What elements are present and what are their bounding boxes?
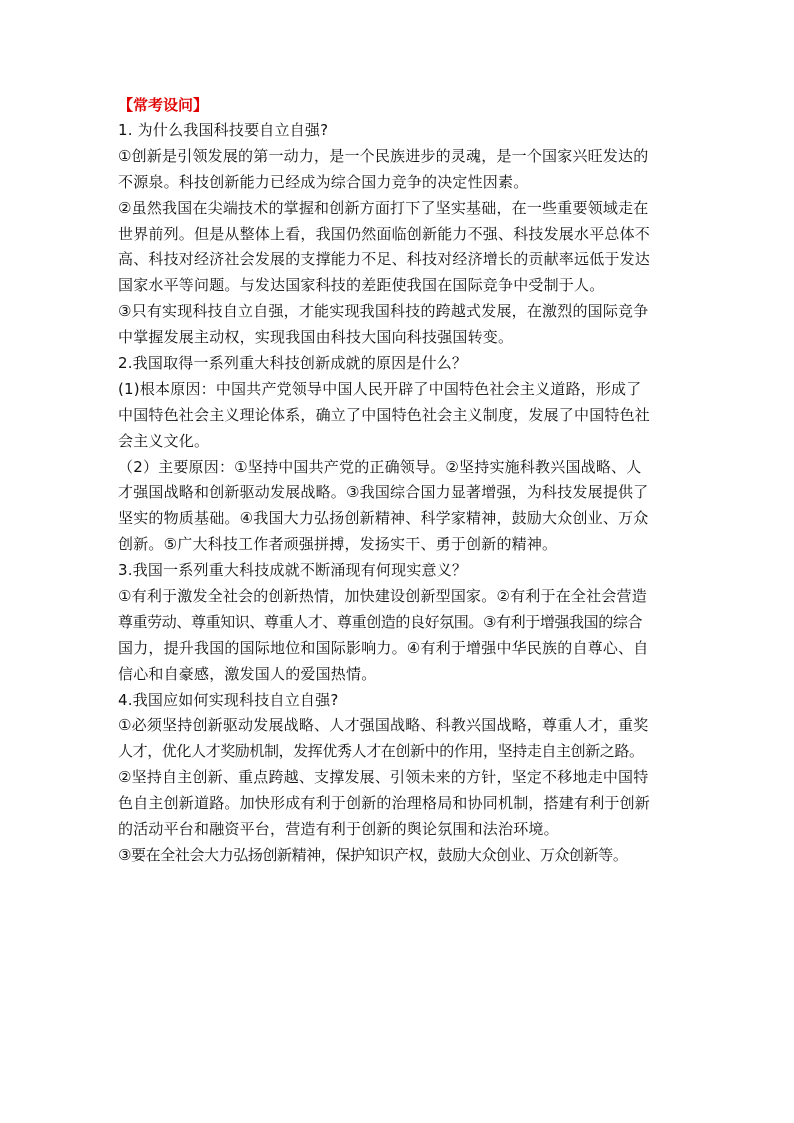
answer-line: 世界前列。但是从整体上看，我国仍然面临创新能力不强、科技发展水平总体不 [118, 224, 651, 243]
document-page [118, 92, 684, 869]
answer-line: ②坚持自主创新、重点跨越、支撑发展、引领未来的方针，坚定不移地走中国特 [118, 768, 649, 787]
answer-line: 会主义文化。 [118, 431, 210, 450]
question-1-heading: 1. 为什么我国科技要自立自强? [118, 121, 329, 139]
answer-line: 人才，优化人才奖励机制，发挥优秀人才在创新中的作用，坚持走自主创新之路。 [118, 742, 644, 761]
answer-line: 的活动平台和融资平台，营造有利于创新的舆论氛围和法治环境。 [118, 820, 559, 839]
answer-line: 坚实的物质基础。④我国大力弘扬创新精神、科学家精神，鼓励大众创业、万众 [118, 509, 649, 528]
answer-line: 中掌握发展主动权，实现我国由科技大国向科技强国转变。 [118, 328, 514, 347]
answer-line: (1)根本原因：中国共产党领导中国人民开辟了中国特色社会主义道路，形成了 [118, 379, 642, 398]
answer-line: ③只有实现科技自立自强，才能实现我国科技的跨越式发展，在激烈的国际竞争 [118, 302, 649, 321]
answer-line: 信心和自豪感，激发国人的爱国热情。 [118, 664, 377, 683]
answer-line: 中国特色社会主义理论体系，确立了中国特色社会主义制度，发展了中国特色社 [118, 405, 651, 424]
answer-line: 才强国战略和创新驱动发展战略。③我国综合国力显著增强，为科技发展提供了 [118, 483, 649, 502]
question-3-heading: 3.我国一系列重大科技成就不断涌现有何现实意义？ [118, 561, 468, 580]
answer-line: 创新。⑤广大科技工作者顽强拼搏，发扬实干、勇于创新的精神。 [118, 535, 558, 554]
answer-line: 国家水平等问题。与发达国家科技的差距使我国在国际竞争中受制于人。 [118, 276, 605, 295]
answer-line: 色自主创新道路。加快形成有利于创新的治理格局和协同机制，搭建有利于创新 [118, 794, 651, 813]
answer-line: （2）主要原因：①坚持中国共产党的正确领导。②坚持实施科教兴国战略、人 [118, 457, 642, 476]
question-2-heading: 2.我国取得一系列重大科技创新成就的原因是什么？ [118, 354, 468, 373]
answer-line: 尊重劳动、尊重知识、尊重人才、尊重创造的良好氛围。③有利于增强我国的综合 [118, 612, 643, 631]
answer-line: ①必须坚持创新驱动发展战略、人才强国战略、科教兴国战略，尊重人才，重奖 [118, 716, 649, 735]
answer-line: 不源泉。科技创新能力已经成为综合国力竞争的决定性因素。 [118, 172, 529, 191]
answer-line: ①有利于激发全社会的创新热情，加快建设创新型国家。②有利于在全社会营造 [118, 587, 647, 606]
answer-line: ①创新是引领发展的第一动力，是一个民族进步的灵魂，是一个国家兴旺发达的 [118, 146, 649, 165]
answer-line: 高、科技对经济社会发展的支撑能力不足、科技对经济增长的贡献率远低于发达 [118, 250, 651, 269]
answer-line: 国力，提升我国的国际地位和国际影响力。④有利于增强中华民族的自尊心、自 [118, 638, 649, 657]
section-title: 【常考设问】 [118, 96, 209, 114]
question-4-heading: 4.我国应如何实现科技自立自强? [118, 690, 339, 709]
answer-line: ②虽然我国在尖端技术的掌握和创新方面打下了坚实基础，在一些重要领域走在 [118, 198, 649, 217]
answer-line: ③要在全社会大力弘扬创新精神，保护知识产权，鼓励大众创业、万众创新等。 [118, 845, 628, 864]
